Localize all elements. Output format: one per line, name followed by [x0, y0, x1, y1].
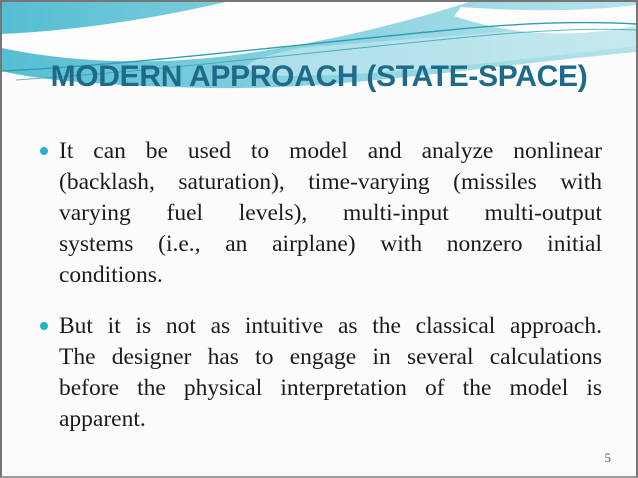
bullet-item — [40, 311, 602, 435]
filled-circle-bullet-icon — [40, 147, 48, 155]
page-number: 5 — [604, 450, 611, 465]
bullet-line: varying fuel levels), multi-input multi-output — [59, 200, 602, 226]
slide-title: MODERN APPROACH (STATE-SPACE) — [50, 60, 588, 93]
bullet-line: (backlash, saturation), time-varying (missiles with — [59, 169, 602, 195]
bullet-item — [40, 136, 602, 291]
bullet-line: It can be used to model and analyze nonlinear — [59, 138, 602, 164]
bullet-text — [59, 311, 602, 435]
filled-circle-bullet-icon — [40, 322, 48, 330]
bullet-list — [40, 136, 602, 435]
bullet-line: systems (i.e., an airplane) with nonzero initial — [59, 231, 602, 257]
bullet-text — [59, 136, 602, 291]
bullet-line: conditions. — [59, 262, 163, 288]
bullet-line: before the physical interpretation of the model is — [59, 375, 602, 401]
bullet-line: But it is not as intuitive as the classical approach. — [59, 313, 602, 339]
bullet-line: The designer has to engage in several calculations — [59, 344, 602, 370]
bullet-line: apparent. — [59, 406, 146, 432]
